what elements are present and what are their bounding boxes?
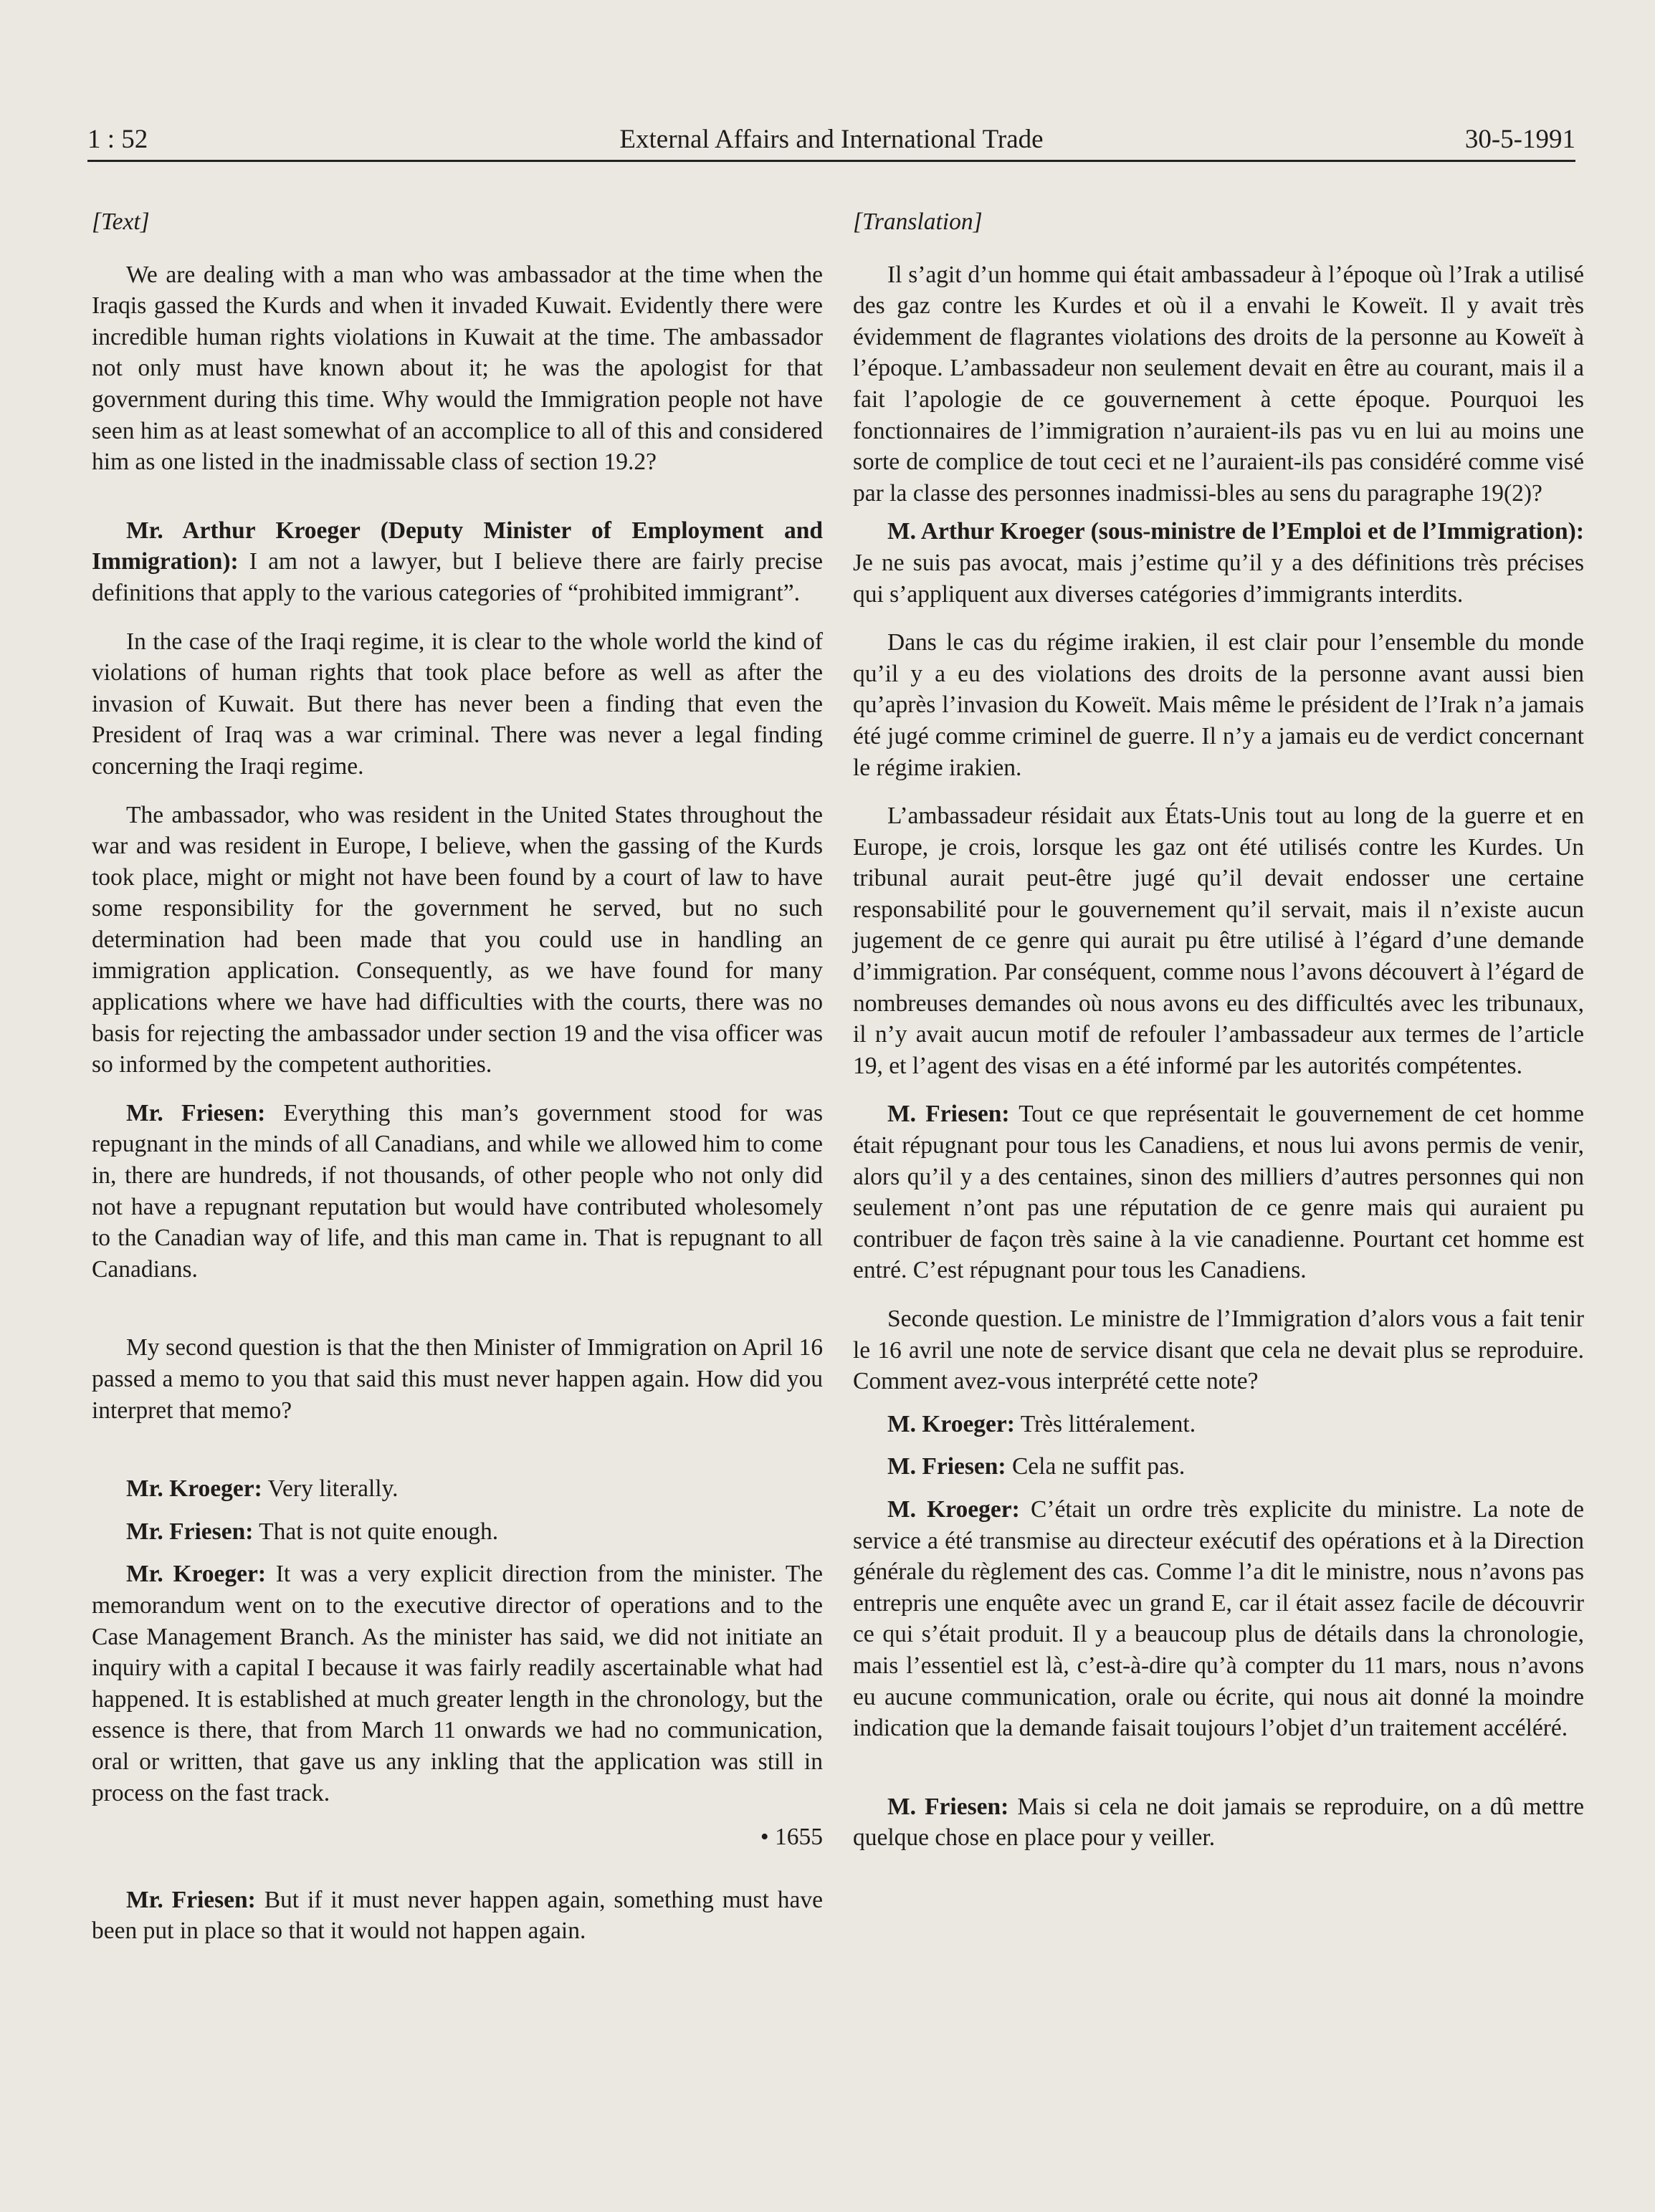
language-tag: [Translation]: [853, 209, 983, 235]
speech-text: It was a very explicit direction from the minister. The memorandum went on to the executive director of operations and to the Case Management Branch. As the minister has said, we did not initiate an inquiry with a capital I because it was fairly readily ascertainable what had happened. It is established at much greater length in the chronology, but the essence is there, that from March 11 onwards we had no communication, oral or written, that gave us any inkling that the application was still in process on the fast track.: [92, 1561, 824, 1806]
french-column: [853, 206, 1584, 1854]
paragraph: [92, 1516, 823, 1548]
running-title: External Affairs and International Trade: [619, 125, 1044, 154]
speech-text: Cela ne suffit pas.: [1006, 1453, 1186, 1480]
speech-text: Très littéralement.: [1014, 1410, 1196, 1437]
speaker-name: Mr. Friesen:: [126, 1886, 256, 1913]
paragraph: My second question is that the then Minister of Immigration on April 16 passed a memo to you that said this must never happen again. How did you interpret that memo?: [92, 1334, 823, 1424]
speech-text: That is not quite enough.: [253, 1518, 499, 1545]
paragraph: We are dealing with a man who was ambassador at the time when the Iraqis gassed the Kurds and when it invaded Kuwait. Evidently there were incredible human rights violations in Kuwait at the time. The ambassador not only must have known about it; he was the apologist for that government during this time. Why would the Immigration people not have seen him as at least somewhat of an accomplice to all of this and considered him as one listed in the inadmissable class of section 19.2?: [92, 261, 823, 476]
speaker-name: Mr. Kroeger:: [126, 1561, 267, 1588]
paragraph: Il s’agit d’un homme qui était ambassadeur à l’époque où l’Irak a utilisé des gaz contre les Kurdes et où il a envahi le Koweït. Il y avait très évidemment de flagrantes violations des droits de la personne au Koweït à l’époque. L’ambassadeur non seulement devait en être au courant, mais il a fait l’apologie de ce gouvernement à cette époque. Pourquoi les fonctionnaires de l’immigration n’auraient-ils pas vu en lui au moins une sorte de complice de tout ceci et ne l’auraient-ils pas considéré comme visé par la classe des personnes inadmissi-bles au sens du paragraphe 19(2)?: [853, 261, 1584, 507]
speaker-name: Mr. Arthur Kroeger (Deputy Minister of Employment and Immigration):: [92, 517, 823, 575]
speaker-name: Mr. Kroeger:: [126, 1475, 262, 1503]
paragraph: [92, 515, 823, 609]
speaker-name: M. Arthur Kroeger (sous-ministre de l’Emploi et de l’Immigration):: [887, 518, 1584, 545]
speech-text: Very literally.: [262, 1475, 399, 1503]
speech-text: I am not a lawyer, but I believe there are fairly precise definitions that apply to the various categories of “prohibited immigrant”.: [92, 548, 823, 606]
language-tag: [Text]: [92, 209, 150, 235]
paragraph: [853, 1098, 1584, 1286]
paragraph: In the case of the Iraqi regime, it is clear to the whole world the kind of violations of human rights that took place before as well as after the invasion of Kuwait. But there has never been a finding that even the President of Iraq was a war criminal. There was never a legal finding concerning the Iraqi regime.: [92, 628, 823, 780]
paragraph: Dans le cas du régime irakien, il est clair pour l’ensemble du monde qu’il y a eu des violations des droits de la personne avant aussi bien qu’après l’invasion du Koweït. Mais même le président de l’Irak n’a jamais été jugé comme criminel de guerre. Il n’y a jamais eu de verdict concernant le régime irakien.: [853, 629, 1584, 781]
page-header: [87, 120, 1575, 159]
speech-text: Everything this man’s government stood for was repugnant in the minds of all Canadians, and while we allowed him to come in, there are hundreds, if not thousands, of other people who not only did not have a repugnant reputation but would have contributed wholesomely to the Canadian way of life, and this man came in. That is repugnant to all Canadians.: [92, 1099, 823, 1283]
paragraph: [853, 1494, 1584, 1744]
paragraph: [92, 1559, 823, 1809]
english-column: [92, 206, 823, 1947]
speaker-name: M. Kroeger:: [887, 1495, 1020, 1523]
speech-text: Mais si cela ne doit jamais se reproduire, on a dû mettre quelque chose en place pour y veiller.: [853, 1793, 1585, 1852]
speech-text: Je ne suis pas avocat, mais j’estime qu’il y a des définitions très précises qui s’appliquent aux diverses catégories d’immigrants interdits.: [853, 549, 1584, 608]
speaker-name: M. Friesen:: [887, 1793, 1009, 1820]
page-date: 30-5-1991: [1464, 125, 1575, 154]
paragraph: [92, 1885, 823, 1947]
speaker-name: M. Kroeger:: [887, 1410, 1015, 1437]
page-number: 1 : 52: [87, 125, 148, 154]
paragraph: [92, 1473, 823, 1505]
header-rule: [87, 160, 1575, 162]
speech-text: C’était un ordre très explicite du ministre. La note de service a été transmise au directeur exécutif des opérations et à la Direction générale du règlement des cas. Comme l’a dit le ministre, nous n’avons pas entrepris une enquête avec un grand E, car il était assez facile de découvrir ce qui s’était produit. Il y a beaucoup plus de détails dans la chronologie, mais l’essentiel est là, c’est-à-dire qu’à compter du 11 mars, nous n’avons eu aucune communication, orale ou écrite, qui nous ait donné la moindre indication que la demande faisait toujours l’objet d’un traitement accéléré.: [853, 1495, 1585, 1742]
speech-text: Tout ce que représentait le gouvernement de cet homme était répugnant pour tous les Canadiens, et nous lui avons permis de venir, alors qu’il y a des centaines, sinon des milliers d’autres personnes qui non seulement n’ont pas une réputation de ce genre mais qui auraient pu contribuer de façon très saine à la vie canadienne. Pourtant cet homme est entré. C’est répugnant pour tous les Canadiens.: [853, 1101, 1584, 1284]
time-marker: • 1655: [760, 1824, 823, 1851]
paragraph: Seconde question. Le ministre de l’Immigration d’alors vous a fait tenir le 16 avril une note de service disant que cela ne devait plus se reproduire. Comment avez-vous interprété cette note?: [853, 1306, 1584, 1395]
speaker-name: M. Friesen:: [887, 1101, 1010, 1128]
speech-text: But if it must never happen again, something must have been put in place so that it would not happen again.: [92, 1886, 823, 1945]
paragraph: [853, 1791, 1584, 1854]
paragraph: [853, 516, 1584, 610]
speaker-name: Mr. Friesen:: [126, 1099, 266, 1126]
paragraph: L’ambassadeur résidait aux États-Unis tout au long de la guerre et en Europe, je crois, lorsque les gaz ont été utilisés contre les Kurdes. Un tribunal aurait peut-être jugé qu’il devait endosser une certaine responsabilité pour le gouvernement qu’il servait, mais il n’existe aucun jugement de ce genre qui aurait pu être utilisé à l’égard d’une demande d’immigration. Par conséquent, comme nous l’avons découvert à l’égard de nombreuses demandes où nous avons eu des difficultés avec les tribunaux, il n’y avait aucun motif de refouler l’ambassadeur aux termes de l’article 19, et l’agent des visas en a été informé par les autorités compétentes.: [853, 803, 1584, 1079]
paragraph: [853, 1451, 1584, 1483]
paragraph: [92, 1098, 823, 1285]
speaker-name: Mr. Friesen:: [126, 1518, 254, 1545]
paragraph: [853, 1409, 1584, 1440]
paragraph: The ambassador, who was resident in the United States throughout the war and was resident in Europe, I believe, when the gassing of the Kurds took place, might or might not have been found by a court of law to have some responsibility for the government he served, but no such determination had been made that you could use in handling an immigration application. Consequently, as we have found for many applications where we have had difficulties with the courts, there was no basis for rejecting the ambassador under section 19 and the visa officer was so informed by the competent authorities.: [92, 801, 823, 1078]
speaker-name: M. Friesen:: [887, 1453, 1006, 1480]
